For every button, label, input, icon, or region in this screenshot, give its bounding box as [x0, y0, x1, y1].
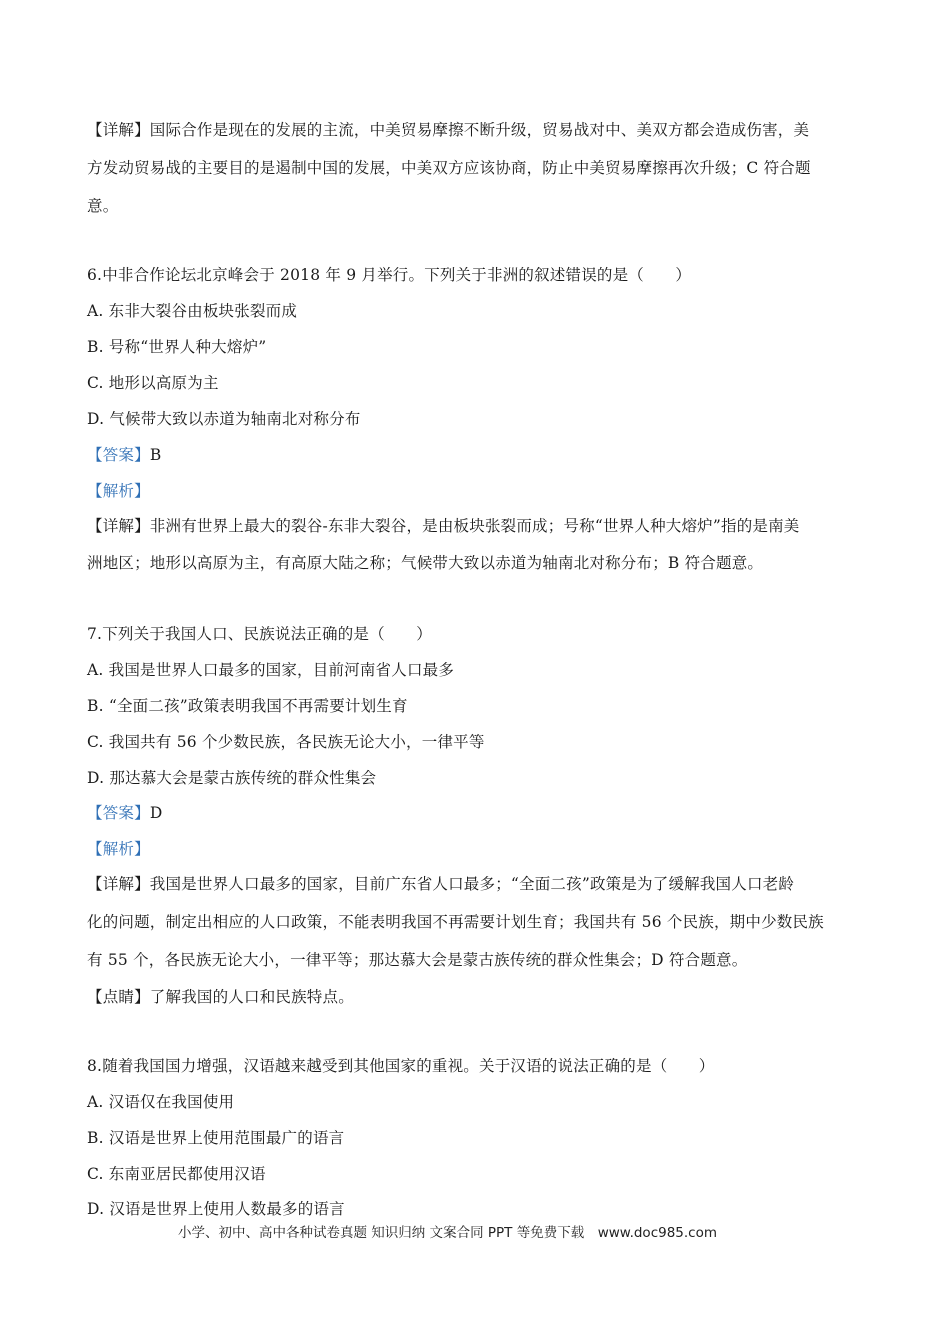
q6-answer [87, 443, 161, 465]
q8-option-c: C. 东南亚居民都使用汉语 [87, 1165, 266, 1183]
q7-analysis-label: 【解析】 [87, 840, 150, 858]
q6-option-b: B. 号称“世界人种大熔炉” [87, 338, 267, 356]
q7-comment: 【点睛】了解我国的人口和民族特点。 [87, 988, 354, 1006]
q7-option-a: A. 我国是世界人口最多的国家，目前河南省人口最多 [87, 661, 455, 679]
q8-option-d: D. 汉语是世界上使用人数最多的语言 [87, 1200, 345, 1218]
q7-explanation-line-1: 【详解】我国是世界人口最多的国家，目前广东省人口最多；“全面二孩”政策是为了缓解我国人口老龄 [87, 875, 795, 893]
q6-explanation-line-1: 【详解】非洲有世界上最大的裂谷-东非大裂谷，是由板块张裂而成；号称“世界人种大熔炉”指的是南美 [87, 517, 800, 535]
page-footer: 小学、初中、高中各种试卷真题 知识归纳 文案合同 PPT 等免费下载 www.doc985.com [178, 1225, 718, 1241]
q7-option-c: C. 我国共有 56 个少数民族，各民族无论大小，一律平等 [87, 733, 485, 751]
q5-explanation-line-1: 【详解】国际合作是现在的发展的主流，中美贸易摩擦不断升级，贸易战对中、美双方都会造成伤害，美 [87, 121, 810, 139]
q6-analysis-label: 【解析】 [87, 482, 150, 500]
q7-option-d: D. 那达慕大会是蒙古族传统的群众性集会 [87, 769, 377, 787]
q8-option-b: B. 汉语是世界上使用范围最广的语言 [87, 1129, 345, 1147]
q5-explanation-line-2: 方发动贸易战的主要目的是遏制中国的发展，中美双方应该协商，防止中美贸易摩擦再次升级；C 符合题 [87, 159, 811, 177]
q8-stem: 8.随着我国国力增强，汉语越来越受到其他国家的重视。关于汉语的说法正确的是（ ） [87, 1057, 715, 1075]
q6-option-c: C. 地形以高原为主 [87, 374, 219, 392]
q5-explanation-line-3: 意。 [87, 197, 119, 215]
q7-explanation-line-3: 有 55 个，各民族无论大小，一律平等；那达慕大会是蒙古族传统的群众性集会；D 符合题意。 [87, 951, 748, 969]
q6-option-d: D. 气候带大致以赤道为轴南北对称分布 [87, 410, 361, 428]
q6-stem: 6.中非合作论坛北京峰会于 2018 年 9 月举行。下列关于非洲的叙述错误的是（ ） [87, 266, 692, 284]
q6-answer-value: B [149, 446, 162, 464]
q7-answer [87, 801, 162, 823]
q7-stem: 7.下列关于我国人口、民族说法正确的是（ ） [87, 625, 432, 643]
q6-option-a: A. 东非大裂谷由板块张裂而成 [87, 302, 298, 320]
q7-answer-label: 【答案】 [87, 804, 150, 822]
q6-answer-label: 【答案】 [87, 446, 150, 464]
q6-explanation-line-2: 洲地区；地形以高原为主，有高原大陆之称；气候带大致以赤道为轴南北对称分布；B 符合题意。 [87, 554, 764, 572]
q8-option-a: A. 汉语仅在我国使用 [87, 1093, 235, 1111]
q7-answer-value: D [149, 804, 163, 822]
q7-explanation-line-2: 化的问题，制定出相应的人口政策，不能表明我国不再需要计划生育；我国共有 56 个民族，期中少数民族 [87, 913, 824, 931]
q7-option-b: B. “全面二孩”政策表明我国不再需要计划生育 [87, 697, 408, 715]
